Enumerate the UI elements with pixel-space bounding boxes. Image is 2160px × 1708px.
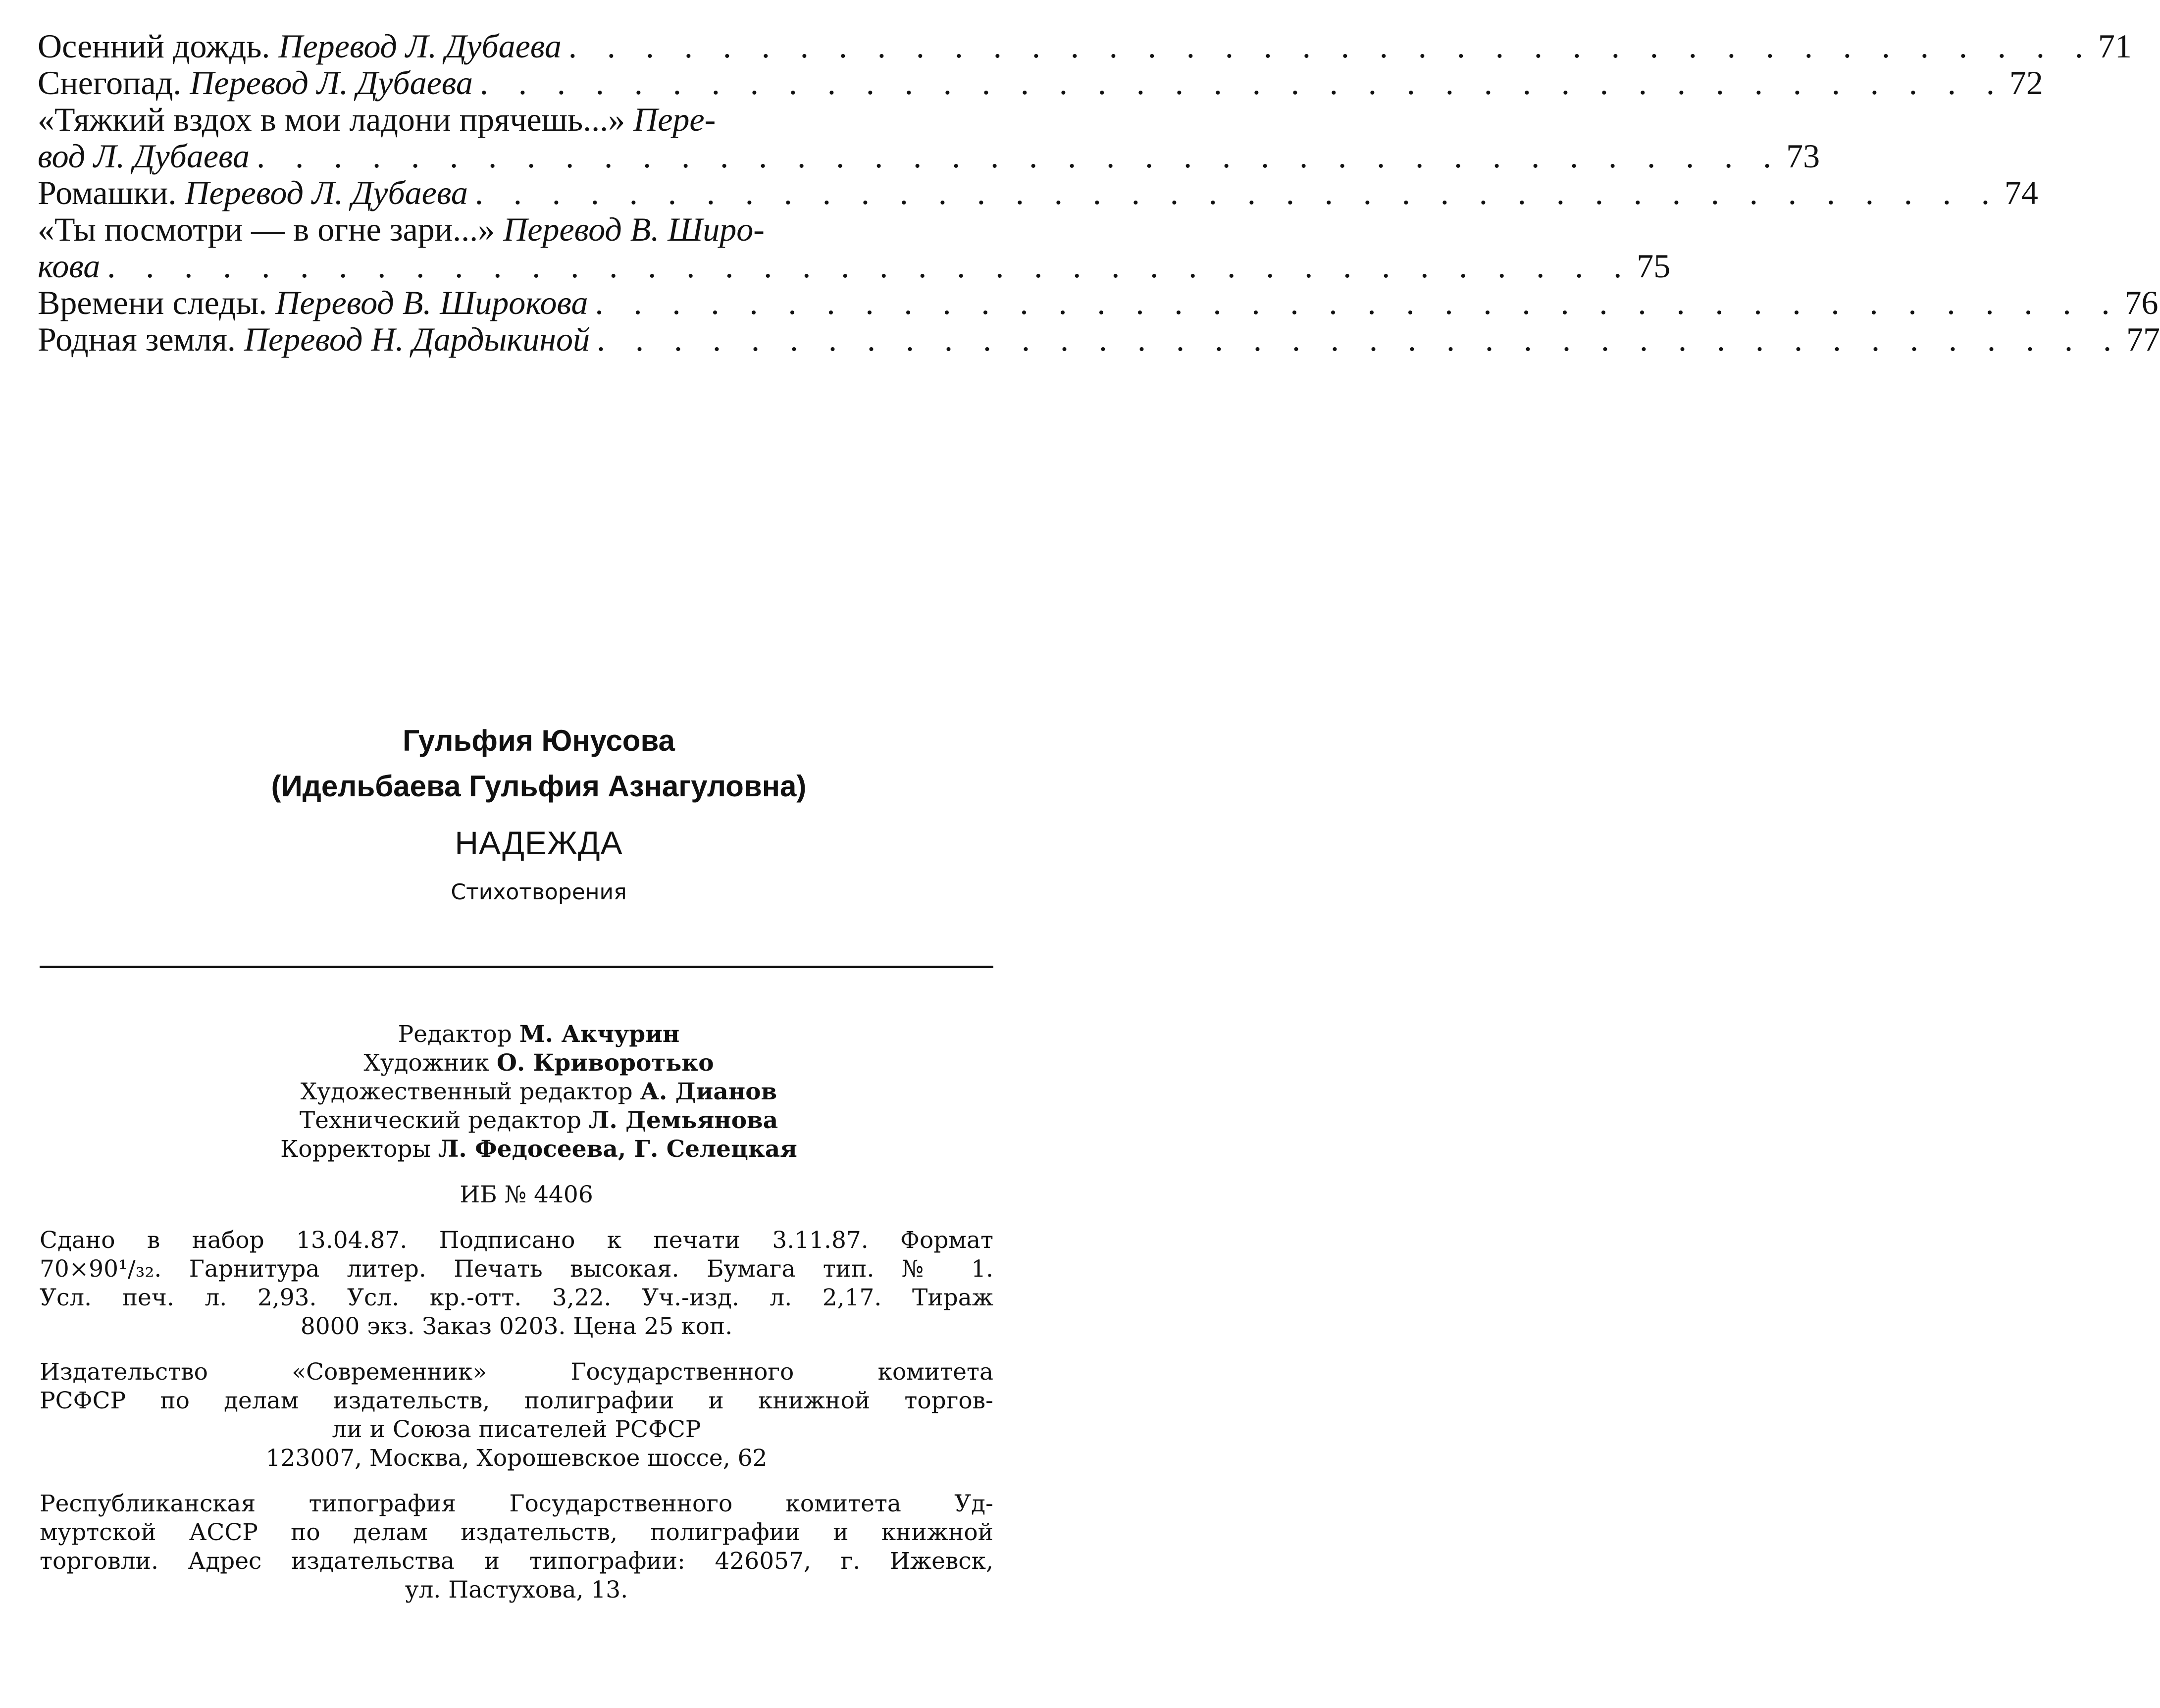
credit-person: О. Криворотько bbox=[496, 1049, 714, 1077]
credit-person: Л. Демьянова bbox=[588, 1107, 778, 1134]
toc-entry-translator: Перевод Л. Дубаева bbox=[185, 174, 468, 211]
toc-leader-dots: . . . . . . . . . . . . . . . . . . . . . . . . . . . . . . . . . . . . . . . . bbox=[107, 247, 1633, 285]
author-full-name: (Идельбаева Гульфия Азнагуловна) bbox=[271, 770, 807, 803]
publisher-line: Издательство «Современник» Государственного комитета bbox=[40, 1358, 993, 1386]
credit-line bbox=[84, 1020, 993, 1049]
toc-entry-translator: Перевод Л. Дубаева bbox=[278, 27, 562, 65]
table-of-contents bbox=[38, 27, 2160, 358]
credit-person: Л. Федосеева, Г. Селецкая bbox=[438, 1136, 797, 1163]
toc-entry bbox=[38, 27, 2132, 65]
credit-line bbox=[84, 1078, 993, 1106]
toc-leader-dots: . . . . . . . . . . . . . . . . . . . . . . . . . . . . . . . . . . . . . . . . bbox=[595, 284, 2121, 321]
credit-role: Редактор bbox=[398, 1021, 519, 1048]
toc-page-number: 75 bbox=[1637, 247, 1671, 285]
typography-line: муртской АССР по делам издательств, полиграфии и книжной bbox=[40, 1519, 993, 1546]
title-block bbox=[0, 718, 1033, 907]
toc-entry-title: Родная земля. bbox=[38, 320, 244, 358]
publisher-address: 123007, Москва, Хорошевское шоссе, 62 bbox=[265, 1445, 768, 1472]
toc-entry-translator: Перевод Л. Дубаева bbox=[190, 64, 473, 102]
horizontal-rule bbox=[40, 966, 993, 968]
toc-leader-dots: . . . . . . . . . . . . . . . . . . . . . . . . . . . . . . . . . . . . . . . . bbox=[479, 64, 2006, 102]
credits bbox=[84, 1020, 993, 1164]
publisher-line: РСФСР по делам издательств, полиграфии и книжной торгов- bbox=[40, 1387, 993, 1414]
author-name: Гульфия Юнусова bbox=[403, 724, 675, 757]
toc-page-number: 73 bbox=[1786, 137, 1820, 175]
toc-page-number: 77 bbox=[2126, 320, 2160, 358]
toc-entry-title: Ромашки. bbox=[38, 174, 185, 211]
toc-entry-title: «Тяжкий вздох в мои ладони прячешь...» bbox=[38, 101, 634, 138]
credit-role: Художественный редактор bbox=[300, 1078, 640, 1105]
toc-entry-translator: Перевод Н. Дардыкиной bbox=[244, 320, 590, 358]
typography-line: торговли. Адрес издательства и типографии: 426057, г. Ижевск, bbox=[40, 1548, 993, 1575]
toc-entry bbox=[38, 101, 1820, 175]
printing-line: Сдано в набор 13.04.87. Подписано к печати 3.11.87. Формат bbox=[40, 1227, 993, 1254]
toc-entry-translator-cont: кова bbox=[38, 247, 101, 285]
credit-role: Технический редактор bbox=[299, 1107, 589, 1134]
credit-person: М. Акчурин bbox=[519, 1021, 680, 1048]
toc-entry-translator: Пере- bbox=[633, 101, 716, 138]
printing-details bbox=[40, 1226, 993, 1341]
imprint bbox=[40, 1020, 993, 1604]
toc-entry-title: Осенний дождь. bbox=[38, 27, 279, 65]
credit-line bbox=[84, 1135, 993, 1164]
toc-entry-title: Снегопад. bbox=[38, 64, 190, 102]
toc-leader-dots: . . . . . . . . . . . . . . . . . . . . . . . . . . . . . . . . . . . . . . . . bbox=[596, 320, 2122, 358]
toc-entry-translator-cont: вод Л. Дубаева bbox=[38, 137, 250, 175]
toc-entry bbox=[38, 174, 2038, 211]
printing-line: Усл. печ. л. 2,93. Усл. кр.-отт. 3,22. Уч.-изд. л. 2,17. Тираж bbox=[40, 1284, 993, 1311]
toc-entry-translator: Перевод В. Широкова bbox=[275, 284, 588, 321]
toc-entry bbox=[38, 284, 2159, 321]
credit-role: Художник bbox=[363, 1049, 497, 1077]
publisher-info bbox=[40, 1358, 993, 1473]
toc-entry-title: «Ты посмотри — в огне зари...» bbox=[38, 210, 504, 248]
book-genre: Стихотворения bbox=[451, 880, 627, 905]
typography-info bbox=[40, 1490, 993, 1604]
toc-page-number: 71 bbox=[2098, 27, 2132, 65]
toc-entry bbox=[38, 64, 2043, 102]
toc-entry-title: Времени следы. bbox=[38, 284, 276, 321]
toc-page-number: 72 bbox=[2009, 64, 2043, 102]
credit-line bbox=[84, 1049, 993, 1078]
credit-person: А. Дианов bbox=[640, 1078, 777, 1105]
toc-entry bbox=[38, 210, 1671, 285]
toc-page-number: 76 bbox=[2124, 284, 2159, 321]
toc-page-number: 74 bbox=[2004, 174, 2038, 211]
ib-number: ИБ № 4406 bbox=[460, 1181, 593, 1208]
printing-line: 70×90¹/₃₂. Гарнитура литер. Печать высокая. Бумага тип. № 1. bbox=[40, 1255, 993, 1283]
toc-leader-dots: . . . . . . . . . . . . . . . . . . . . . . . . . . . . . . . . . . . . . . . . bbox=[568, 27, 2094, 65]
toc-leader-dots: . . . . . . . . . . . . . . . . . . . . . . . . . . . . . . . . . . . . . . . . bbox=[257, 137, 1783, 175]
typography-line: Республиканская типография Государственного комитета Уд- bbox=[40, 1490, 993, 1517]
publisher-line-centered: ли и Союза писателей РСФСР bbox=[332, 1416, 701, 1443]
book-title: НАДЕЖДА bbox=[455, 825, 623, 861]
printing-line-last: 8000 экз. Заказ 0203. Цена 25 коп. bbox=[300, 1313, 733, 1340]
toc-entry bbox=[38, 320, 2160, 358]
toc-leader-dots: . . . . . . . . . . . . . . . . . . . . . . . . . . . . . . . . . . . . . . . . bbox=[474, 174, 2001, 211]
credit-role: Корректоры bbox=[280, 1136, 438, 1163]
credit-line bbox=[84, 1106, 993, 1135]
toc-entry-translator: Перевод В. Широ- bbox=[503, 210, 765, 248]
typography-line-last: ул. Пастухова, 13. bbox=[405, 1576, 628, 1604]
